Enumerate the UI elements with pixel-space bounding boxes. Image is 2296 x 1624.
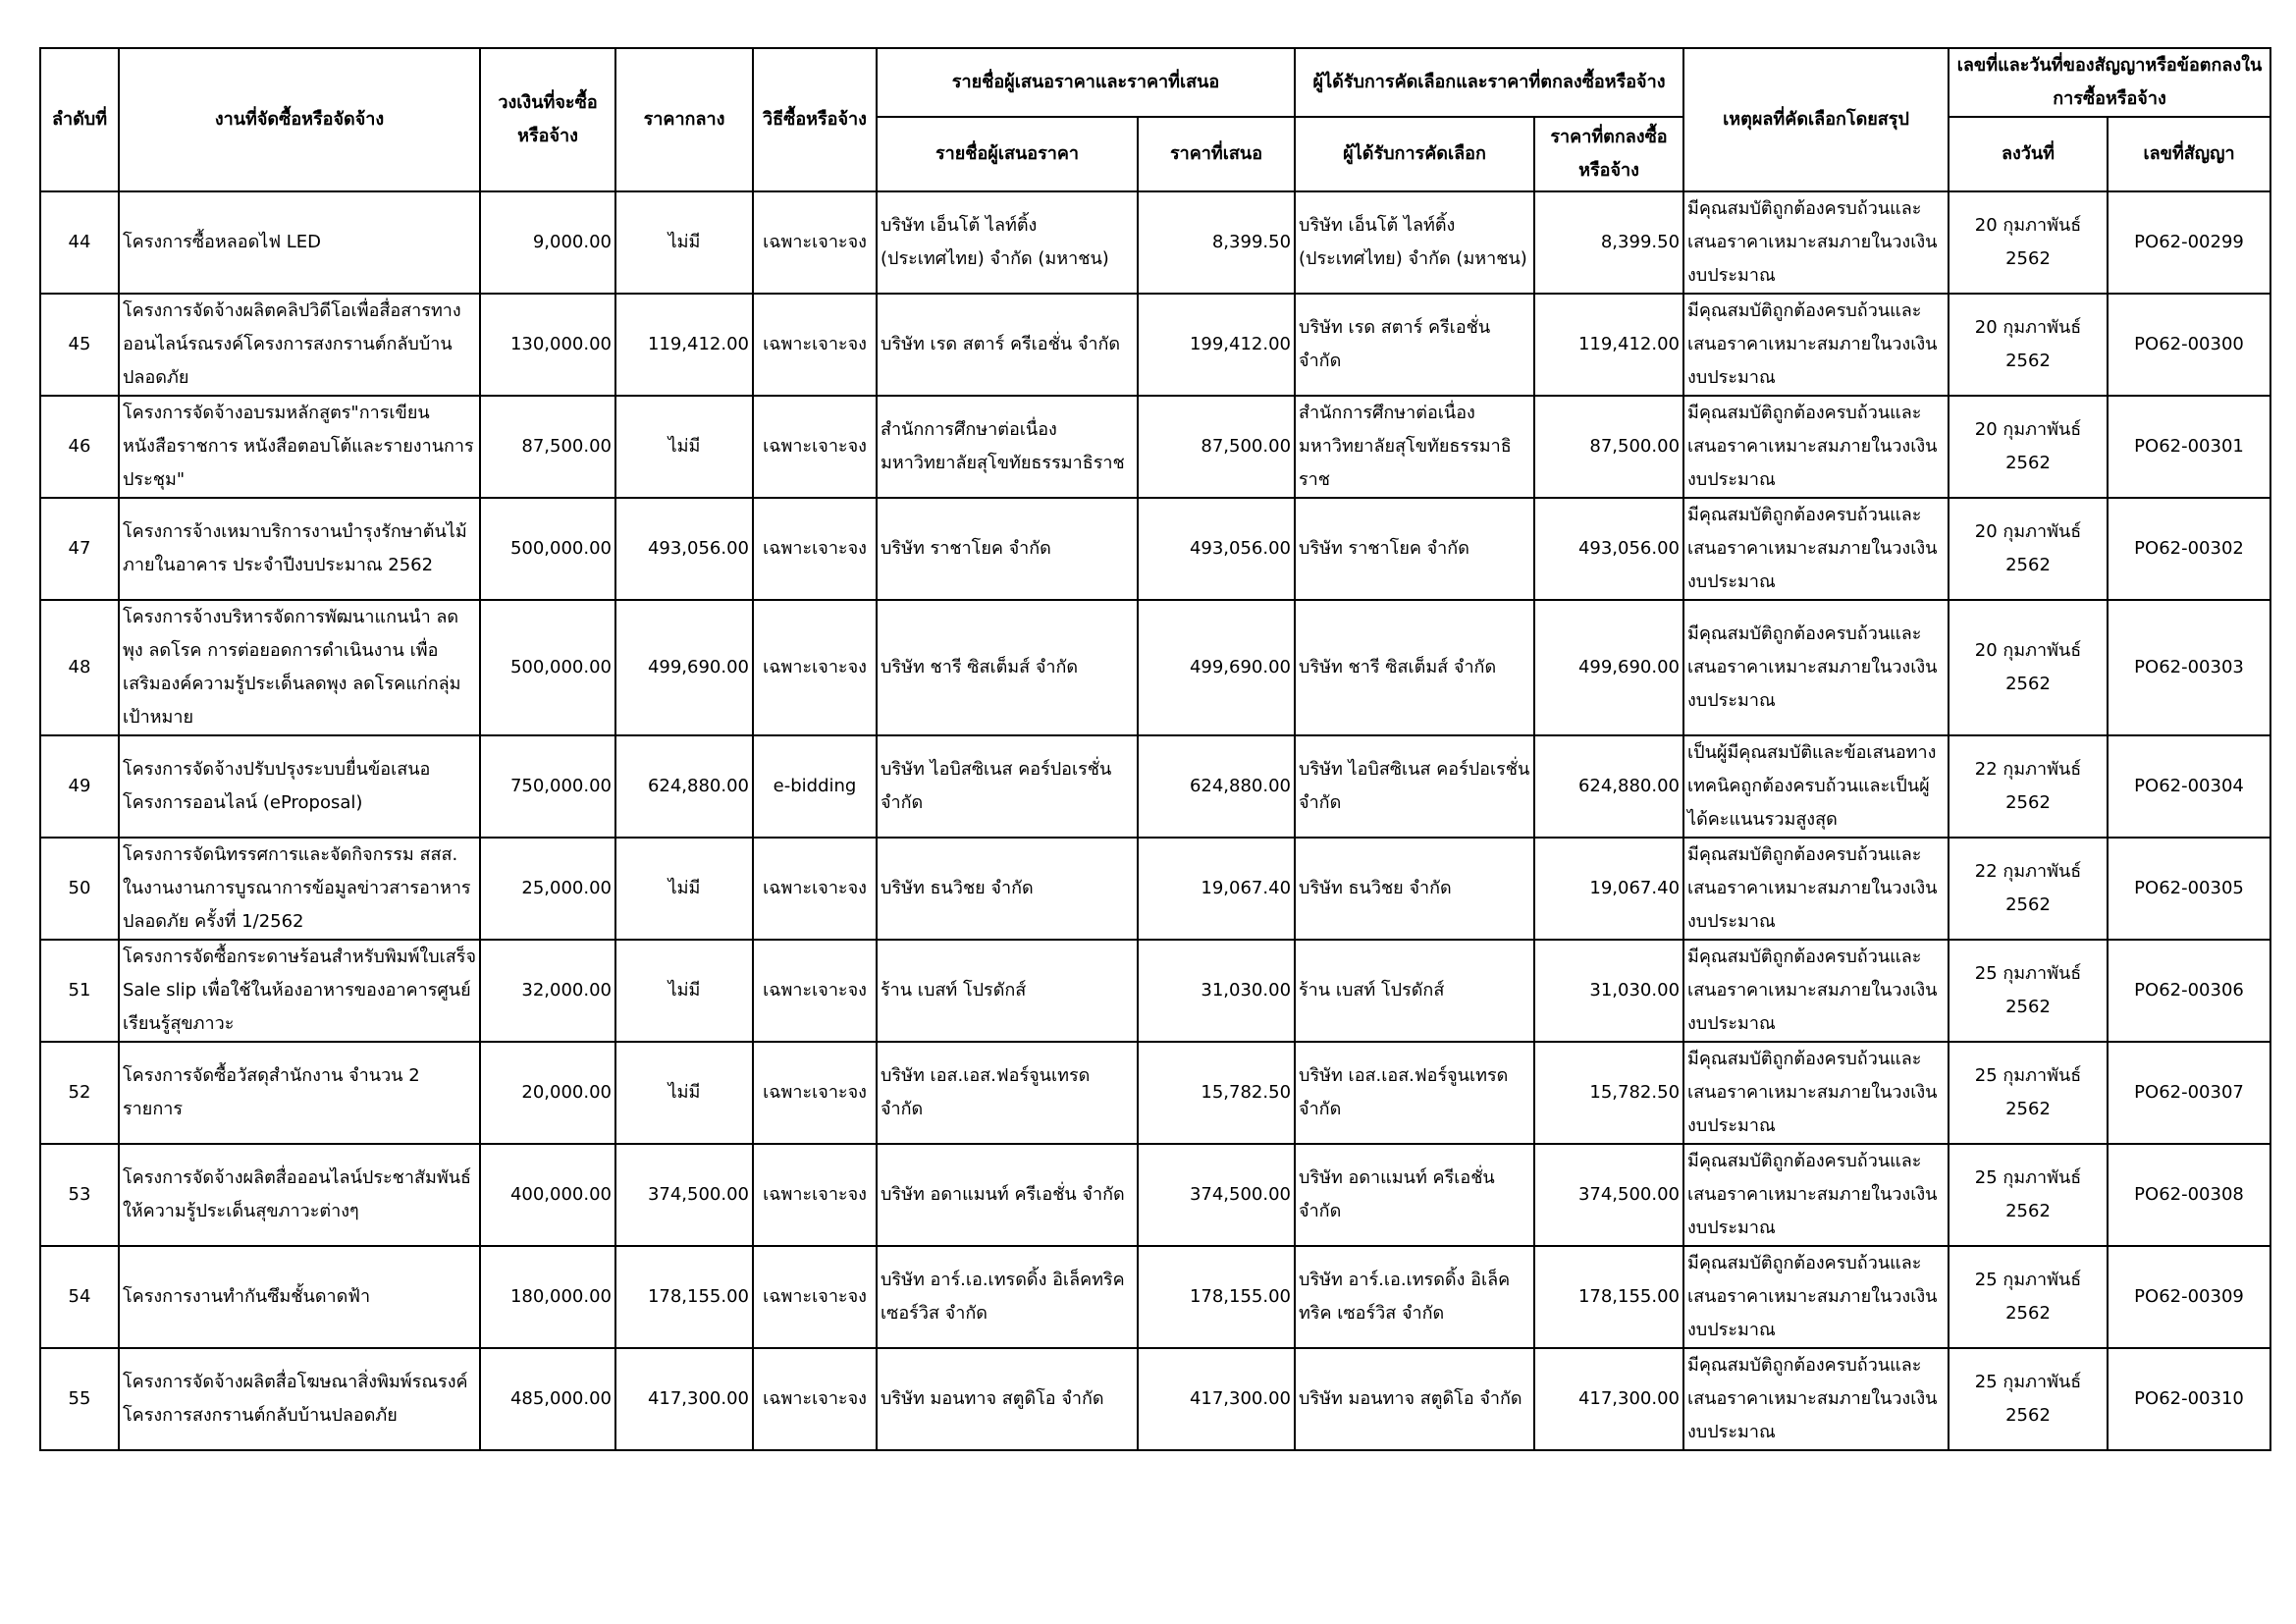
table-row: [40, 498, 2270, 600]
selection-reason: มีคุณสมบัติถูกต้องครบถ้วนและเสนอราคาเหมาะสมภายในวงเงินงบประมาณ: [1683, 838, 1949, 940]
selected-vendor: บริษัท อดาแมนท์ ครีเอชั่น จำกัด: [1295, 1144, 1534, 1246]
work-title: โครงการซื้อหลอดไฟ LED: [119, 191, 480, 294]
bidder-name: บริษัท เอส.เอส.ฟอร์จูนเทรด จำกัด: [877, 1042, 1138, 1144]
row-number: 52: [40, 1042, 119, 1144]
selected-vendor: สำนักการศึกษาต่อเนื่อง มหาวิทยาลัยสุโขทัยธรรมาธิราช: [1295, 396, 1534, 498]
contract-date: 20 กุมภาพันธ์ 2562: [1949, 191, 2108, 294]
row-number: 54: [40, 1246, 119, 1348]
selection-reason: มีคุณสมบัติถูกต้องครบถ้วนและเสนอราคาเหมาะสมภายในวงเงินงบประมาณ: [1683, 1348, 1949, 1450]
agreed-price: 119,412.00: [1534, 294, 1683, 396]
table-body: [40, 191, 2270, 1450]
header-no: ลำดับที่: [40, 48, 119, 191]
contract-date: 20 กุมภาพันธ์ 2562: [1949, 600, 2108, 735]
header-median-price: ราคากลาง: [615, 48, 753, 191]
agreed-price: 374,500.00: [1534, 1144, 1683, 1246]
selection-reason: มีคุณสมบัติถูกต้องครบถ้วนและเสนอราคาเหมาะสมภายในวงเงินงบประมาณ: [1683, 294, 1949, 396]
median-price: 493,056.00: [615, 498, 753, 600]
selection-reason: มีคุณสมบัติถูกต้องครบถ้วนและเสนอราคาเหมาะสมภายในวงเงินงบประมาณ: [1683, 498, 1949, 600]
procurement-method: เฉพาะเจาะจง: [753, 838, 877, 940]
procurement-method: เฉพาะเจาะจง: [753, 191, 877, 294]
contract-date: 25 กุมภาพันธ์ 2562: [1949, 940, 2108, 1042]
bid-price: 624,880.00: [1138, 735, 1295, 838]
selection-reason: มีคุณสมบัติถูกต้องครบถ้วนและเสนอราคาเหมาะสมภายในวงเงินงบประมาณ: [1683, 1042, 1949, 1144]
median-price: ไม่มี: [615, 838, 753, 940]
selection-reason: มีคุณสมบัติถูกต้องครบถ้วนและเสนอราคาเหมาะสมภายในวงเงินงบประมาณ: [1683, 1246, 1949, 1348]
contract-number: PO62-00307: [2108, 1042, 2270, 1144]
contract-date: 25 กุมภาพันธ์ 2562: [1949, 1144, 2108, 1246]
budget-amount: 20,000.00: [480, 1042, 615, 1144]
bidder-name: บริษัท ราชาโยค จำกัด: [877, 498, 1138, 600]
agreed-price: 624,880.00: [1534, 735, 1683, 838]
selection-reason: มีคุณสมบัติถูกต้องครบถ้วนและเสนอราคาเหมาะสมภายในวงเงินงบประมาณ: [1683, 396, 1949, 498]
median-price: ไม่มี: [615, 1042, 753, 1144]
median-price: 374,500.00: [615, 1144, 753, 1246]
work-title: โครงการจัดจ้างผลิตสื่อออนไลน์ประชาสัมพันธ์ให้ความรู้ประเด็นสุขภาวะต่างๆ: [119, 1144, 480, 1246]
bidder-name: บริษัท อดาแมนท์ ครีเอชั่น จำกัด: [877, 1144, 1138, 1246]
header-selected-group: ผู้ได้รับการคัดเลือกและราคาที่ตกลงซื้อหรือจ้าง: [1295, 48, 1683, 117]
bid-price: 87,500.00: [1138, 396, 1295, 498]
budget-amount: 485,000.00: [480, 1348, 615, 1450]
bidder-name: บริษัท อาร์.เอ.เทรดดิ้ง อิเล็คทริค เซอร์วิส จำกัด: [877, 1246, 1138, 1348]
contract-number: PO62-00303: [2108, 600, 2270, 735]
procurement-method: เฉพาะเจาะจง: [753, 396, 877, 498]
contract-number: PO62-00309: [2108, 1246, 2270, 1348]
work-title: โครงการจัดซื้อวัสดุสำนักงาน จำนวน 2 รายการ: [119, 1042, 480, 1144]
budget-amount: 130,000.00: [480, 294, 615, 396]
table-row: [40, 1246, 2270, 1348]
table-row: [40, 1348, 2270, 1450]
agreed-price: 87,500.00: [1534, 396, 1683, 498]
bidder-name: บริษัท ธนวิชย จำกัด: [877, 838, 1138, 940]
procurement-document: [39, 47, 2271, 1451]
header-bid-price: ราคาที่เสนอ: [1138, 117, 1295, 191]
header-method: วิธีซื้อหรือจ้าง: [753, 48, 877, 191]
contract-date: 22 กุมภาพันธ์ 2562: [1949, 838, 2108, 940]
contract-number: PO62-00299: [2108, 191, 2270, 294]
selection-reason: เป็นผู้มีคุณสมบัติและข้อเสนอทางเทคนิคถูกต้องครบถ้วนและเป็นผู้ได้คะแนนรวมสูงสุด: [1683, 735, 1949, 838]
bid-price: 19,067.40: [1138, 838, 1295, 940]
header-bidders-group: รายชื่อผู้เสนอราคาและราคาที่เสนอ: [877, 48, 1295, 117]
contract-date: 20 กุมภาพันธ์ 2562: [1949, 396, 2108, 498]
contract-number: PO62-00304: [2108, 735, 2270, 838]
table-row: [40, 838, 2270, 940]
bid-price: 8,399.50: [1138, 191, 1295, 294]
bidder-name: บริษัท เรด สตาร์ ครีเอชั่น จำกัด: [877, 294, 1138, 396]
row-number: 53: [40, 1144, 119, 1246]
budget-amount: 87,500.00: [480, 396, 615, 498]
header-bidder-name: รายชื่อผู้เสนอราคา: [877, 117, 1138, 191]
budget-amount: 9,000.00: [480, 191, 615, 294]
table-row: [40, 191, 2270, 294]
median-price: ไม่มี: [615, 940, 753, 1042]
contract-number: PO62-00308: [2108, 1144, 2270, 1246]
bid-price: 178,155.00: [1138, 1246, 1295, 1348]
procurement-method: เฉพาะเจาะจง: [753, 294, 877, 396]
table-row: [40, 600, 2270, 735]
contract-date: 25 กุมภาพันธ์ 2562: [1949, 1348, 2108, 1450]
bidder-name: สำนักการศึกษาต่อเนื่อง มหาวิทยาลัยสุโขทัยธรรมาธิราช: [877, 396, 1138, 498]
bid-price: 374,500.00: [1138, 1144, 1295, 1246]
selection-reason: มีคุณสมบัติถูกต้องครบถ้วนและเสนอราคาเหมาะสมภายในวงเงินงบประมาณ: [1683, 600, 1949, 735]
work-title: โครงการจ้างเหมาบริการงานบำรุงรักษาต้นไม้ภายในอาคาร ประจำปีงบประมาณ 2562: [119, 498, 480, 600]
agreed-price: 8,399.50: [1534, 191, 1683, 294]
agreed-price: 19,067.40: [1534, 838, 1683, 940]
row-number: 49: [40, 735, 119, 838]
contract-number: PO62-00300: [2108, 294, 2270, 396]
median-price: 417,300.00: [615, 1348, 753, 1450]
header-selected-name: ผู้ได้รับการคัดเลือก: [1295, 117, 1534, 191]
procurement-method: เฉพาะเจาะจง: [753, 1144, 877, 1246]
selected-vendor: บริษัท เอ็นโต้ ไลท์ติ้ง (ประเทศไทย) จำกัด (มหาชน): [1295, 191, 1534, 294]
budget-amount: 750,000.00: [480, 735, 615, 838]
work-title: โครงการจัดซื้อกระดาษร้อนสำหรับพิมพ์ใบเสร็จ Sale slip เพื่อใช้ในห้องอาหารของอาคารศูนย์เรียนรู้สุขภาวะ: [119, 940, 480, 1042]
selection-reason: มีคุณสมบัติถูกต้องครบถ้วนและเสนอราคาเหมาะสมภายในวงเงินงบประมาณ: [1683, 940, 1949, 1042]
budget-amount: 32,000.00: [480, 940, 615, 1042]
selected-vendor: บริษัท เรด สตาร์ ครีเอชั่น จำกัด: [1295, 294, 1534, 396]
median-price: 499,690.00: [615, 600, 753, 735]
bid-price: 493,056.00: [1138, 498, 1295, 600]
header-work: งานที่จัดซื้อหรือจัดจ้าง: [119, 48, 480, 191]
row-number: 51: [40, 940, 119, 1042]
agreed-price: 178,155.00: [1534, 1246, 1683, 1348]
procurement-table: [39, 47, 2271, 1451]
row-number: 48: [40, 600, 119, 735]
selected-vendor: บริษัท มอนทาจ สตูดิโอ จำกัด: [1295, 1348, 1534, 1450]
contract-date: 20 กุมภาพันธ์ 2562: [1949, 294, 2108, 396]
table-row: [40, 735, 2270, 838]
header-reason: เหตุผลที่คัดเลือกโดยสรุป: [1683, 48, 1949, 191]
median-price: 624,880.00: [615, 735, 753, 838]
table-row: [40, 940, 2270, 1042]
selection-reason: มีคุณสมบัติถูกต้องครบถ้วนและเสนอราคาเหมาะสมภายในวงเงินงบประมาณ: [1683, 191, 1949, 294]
contract-date: 20 กุมภาพันธ์ 2562: [1949, 498, 2108, 600]
row-number: 50: [40, 838, 119, 940]
procurement-method: เฉพาะเจาะจง: [753, 1348, 877, 1450]
selected-vendor: บริษัท ราชาโยค จำกัด: [1295, 498, 1534, 600]
budget-amount: 25,000.00: [480, 838, 615, 940]
row-number: 46: [40, 396, 119, 498]
bid-price: 199,412.00: [1138, 294, 1295, 396]
contract-number: PO62-00301: [2108, 396, 2270, 498]
selected-vendor: บริษัท ชารี ซิสเต็มส์ จำกัด: [1295, 600, 1534, 735]
procurement-method: เฉพาะเจาะจง: [753, 600, 877, 735]
selected-vendor: ร้าน เบสท์ โปรดักส์: [1295, 940, 1534, 1042]
selected-vendor: บริษัท เอส.เอส.ฟอร์จูนเทรด จำกัด: [1295, 1042, 1534, 1144]
procurement-method: เฉพาะเจาะจง: [753, 1042, 877, 1144]
contract-number: PO62-00310: [2108, 1348, 2270, 1450]
median-price: 119,412.00: [615, 294, 753, 396]
contract-date: 25 กุมภาพันธ์ 2562: [1949, 1042, 2108, 1144]
selection-reason: มีคุณสมบัติถูกต้องครบถ้วนและเสนอราคาเหมาะสมภายในวงเงินงบประมาณ: [1683, 1144, 1949, 1246]
bidder-name: ร้าน เบสท์ โปรดักส์: [877, 940, 1138, 1042]
contract-number: PO62-00302: [2108, 498, 2270, 600]
bidder-name: บริษัท ไอบิสซิเนส คอร์ปอเรชั่น จำกัด: [877, 735, 1138, 838]
agreed-price: 499,690.00: [1534, 600, 1683, 735]
budget-amount: 400,000.00: [480, 1144, 615, 1246]
bid-price: 499,690.00: [1138, 600, 1295, 735]
header-budget: วงเงินที่จะซื้อหรือจ้าง: [480, 48, 615, 191]
selected-vendor: บริษัท อาร์.เอ.เทรดดิ้ง อิเล็คทริค เซอร์วิส จำกัด: [1295, 1246, 1534, 1348]
row-number: 55: [40, 1348, 119, 1450]
contract-date: 25 กุมภาพันธ์ 2562: [1949, 1246, 2108, 1348]
bid-price: 15,782.50: [1138, 1042, 1295, 1144]
agreed-price: 31,030.00: [1534, 940, 1683, 1042]
procurement-method: เฉพาะเจาะจง: [753, 1246, 877, 1348]
header-contract-no: เลขที่สัญญา: [2108, 117, 2270, 191]
contract-number: PO62-00305: [2108, 838, 2270, 940]
median-price: ไม่มี: [615, 396, 753, 498]
header-contract-group: เลขที่และวันที่ของสัญญาหรือข้อตกลงในการซื้อหรือจ้าง: [1949, 48, 2270, 117]
bidder-name: บริษัท เอ็นโต้ ไลท์ติ้ง (ประเทศไทย) จำกัด (มหาชน): [877, 191, 1138, 294]
table-row: [40, 1144, 2270, 1246]
median-price: ไม่มี: [615, 191, 753, 294]
work-title: โครงการงานทำกันซึมชั้นดาดฟ้า: [119, 1246, 480, 1348]
procurement-method: เฉพาะเจาะจง: [753, 498, 877, 600]
bid-price: 31,030.00: [1138, 940, 1295, 1042]
row-number: 44: [40, 191, 119, 294]
procurement-method: e-bidding: [753, 735, 877, 838]
budget-amount: 500,000.00: [480, 600, 615, 735]
header-agreed-price: ราคาที่ตกลงซื้อหรือจ้าง: [1534, 117, 1683, 191]
agreed-price: 15,782.50: [1534, 1042, 1683, 1144]
median-price: 178,155.00: [615, 1246, 753, 1348]
work-title: โครงการจัดจ้างผลิตสื่อโฆษณาสิ่งพิมพ์รณรงค์โครงการสงกรานต์กลับบ้านปลอดภัย: [119, 1348, 480, 1450]
work-title: โครงการจ้างบริหารจัดการพัฒนาแกนนำ ลดพุง ลดโรค การต่อยอดการดำเนินงาน เพื่อเสริมองค์ความรู้ประเด็นลดพุง ลดโรคแก่กลุ่มเป้าหมาย: [119, 600, 480, 735]
contract-number: PO62-00306: [2108, 940, 2270, 1042]
row-number: 47: [40, 498, 119, 600]
selected-vendor: บริษัท ไอบิสซิเนส คอร์ปอเรชั่น จำกัด: [1295, 735, 1534, 838]
work-title: โครงการจัดจ้างปรับปรุงระบบยื่นข้อเสนอโครงการออนไลน์ (eProposal): [119, 735, 480, 838]
row-number: 45: [40, 294, 119, 396]
agreed-price: 493,056.00: [1534, 498, 1683, 600]
table-row: [40, 1042, 2270, 1144]
table-row: [40, 294, 2270, 396]
bidder-name: บริษัท ชารี ซิสเต็มส์ จำกัด: [877, 600, 1138, 735]
budget-amount: 180,000.00: [480, 1246, 615, 1348]
work-title: โครงการจัดจ้างอบรมหลักสูตร"การเขียนหนังสือราชการ หนังสือตอบโต้และรายงานการประชุม": [119, 396, 480, 498]
table-row: [40, 396, 2270, 498]
work-title: โครงการจัดจ้างผลิตคลิปวิดีโอเพื่อสื่อสารทางออนไลน์รณรงค์โครงการสงกรานต์กลับบ้านปลอดภัย: [119, 294, 480, 396]
bid-price: 417,300.00: [1138, 1348, 1295, 1450]
agreed-price: 417,300.00: [1534, 1348, 1683, 1450]
header-contract-date: ลงวันที่: [1949, 117, 2108, 191]
bidder-name: บริษัท มอนทาจ สตูดิโอ จำกัด: [877, 1348, 1138, 1450]
contract-date: 22 กุมภาพันธ์ 2562: [1949, 735, 2108, 838]
work-title: โครงการจัดนิทรรศการและจัดกิจกรรม สสส. ในงานงานการบูรณาการข้อมูลข่าวสารอาหารปลอดภัย ครั้งที่ 1/2562: [119, 838, 480, 940]
procurement-method: เฉพาะเจาะจง: [753, 940, 877, 1042]
selected-vendor: บริษัท ธนวิชย จำกัด: [1295, 838, 1534, 940]
budget-amount: 500,000.00: [480, 498, 615, 600]
